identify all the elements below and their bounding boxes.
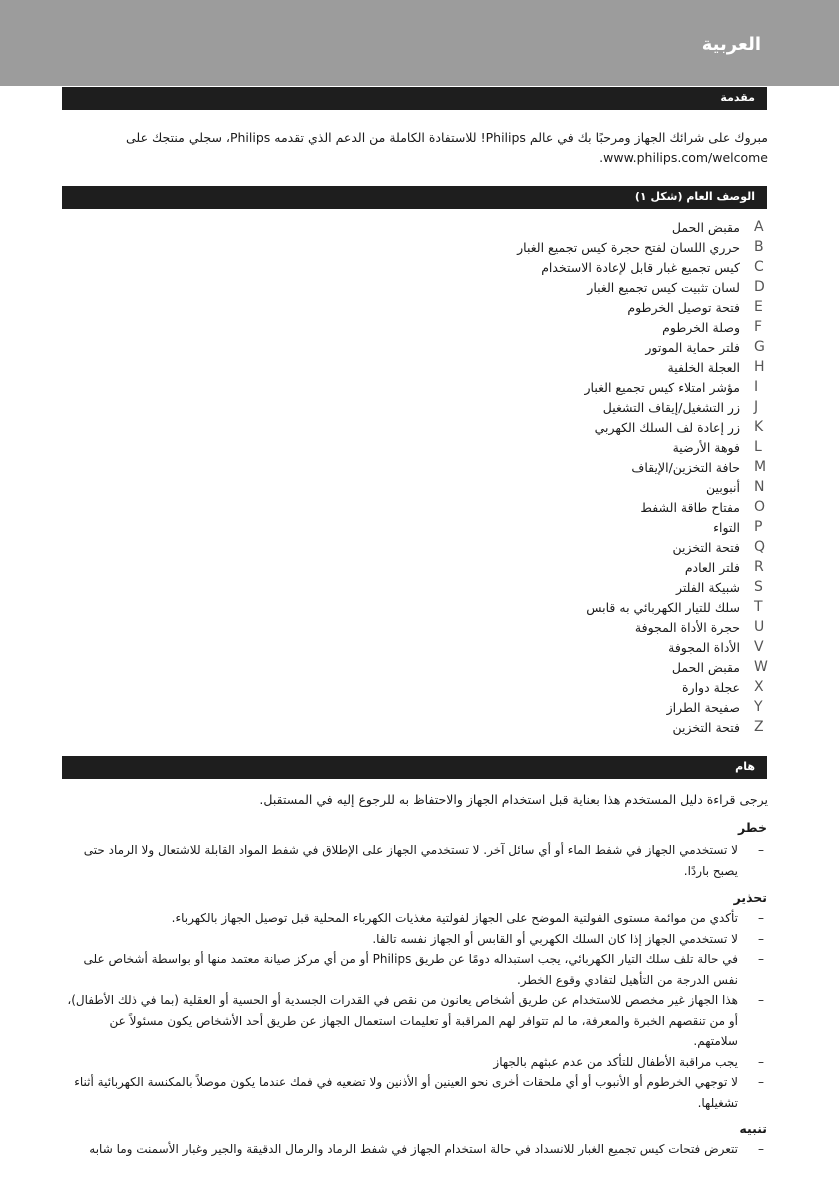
part-letter: T [754,599,763,615]
part-letter: Y [754,699,763,715]
bullet-dash: – [758,911,764,925]
part-letter: K [754,419,764,435]
bullet-dash: – [758,952,764,966]
intro-paragraph [62,128,768,168]
part-letter: X [754,679,764,695]
part-letter: N [754,479,765,495]
part-description: كيس تجميع غبار قابل لإعادة الاستخدام [541,260,740,275]
part-item [400,498,770,518]
section-title: هام [735,760,755,773]
part-item [400,578,770,598]
part-item [400,358,770,378]
warning-item-text: لا توجهي الخرطوم أو الأنبوب أو أي ملحقات أخرى نحو العينين أو الأذنين ولا تضعيه في فمك عندما يكون موصلاً بالمكنسة الكهربائية أثناء تشغيلها. [74,1075,738,1110]
bullet-dash: – [758,993,764,1007]
section-title: مقدمة [720,91,755,104]
part-letter: G [754,339,765,355]
part-description: العجلة الخلفية [667,360,740,375]
part-item [400,378,770,398]
part-letter: P [754,519,763,535]
section-header-intro [62,87,767,110]
part-item [400,538,770,558]
part-item [400,638,770,658]
part-item [400,698,770,718]
bullet-dash: – [758,1142,764,1156]
section-header-overview [62,186,767,209]
part-description: زر إعادة لف السلك الكهربي [594,420,740,435]
caution-list [62,1139,768,1160]
part-description: حافة التخزين/الإيقاف [631,460,740,475]
part-letter: U [754,619,765,635]
danger-list [62,840,768,881]
part-description: فتحة التخزين [672,720,740,735]
warning-item-text: يجب مراقبة الأطفال للتأكد من عدم عبثهم بالجهاز [493,1054,738,1069]
warning-item [62,949,768,990]
part-description: مفتاح طاقة الشفط [640,500,740,515]
bullet-dash: – [758,1054,764,1069]
section-title: الوصف العام (شكل ١) [634,190,755,203]
part-letter: R [754,559,764,575]
part-letter: A [754,219,764,235]
warning-heading: تحذير [733,890,767,905]
part-item [400,478,770,498]
part-item [400,338,770,358]
language-title: العربية [701,34,761,55]
part-description: مؤشر امتلاء كيس تجميع الغبار [584,380,740,395]
part-item [400,618,770,638]
part-item [400,218,770,238]
part-letter: M [754,459,767,475]
part-item [400,438,770,458]
part-letter: O [754,499,766,515]
part-letter: Z [754,719,764,735]
part-item [400,238,770,258]
danger-item [62,840,768,881]
part-letter: H [754,359,765,375]
language-banner [0,0,839,86]
part-item [400,278,770,298]
part-letter: D [754,279,765,295]
part-item [400,518,770,538]
important-paragraph: يرجى قراءة دليل المستخدم هذا بعناية قبل استخدام الجهاز والاحتفاظ به للرجوع إليه في المستقبل. [259,792,768,807]
part-letter: I [754,379,759,395]
part-letter: V [754,639,764,655]
intro-line-2: www.philips.com/welcome. [599,150,768,165]
part-description: مقبض الحمل [671,660,740,675]
part-letter: F [754,319,763,335]
part-description: حرري اللسان لفتح حجرة كيس تجميع الغبار [517,240,740,255]
section-header-important [62,756,767,779]
part-item [400,598,770,618]
bullet-dash: – [758,931,764,946]
part-description: لسان تثبيت كيس تجميع الغبار [587,280,740,295]
warning-item-text: لا تستخدمي الجهاز إذا كان السلك الكهربي أو القابس أو الجهاز نفسه تالفا. [372,931,738,946]
part-description: شبيكة الفلتر [675,580,740,595]
part-item [400,298,770,318]
part-description: فلتر العادم [684,560,740,575]
warning-item [62,1072,768,1113]
part-letter: C [754,259,764,275]
warning-item-text: في حالة تلف سلك التيار الكهربائي، يجب استبداله دومًا عن طريق Philips أو من أي مركز صيانة معتمد منها أو بواسطة أشخاص على نفس الدرجة من التأهيل لتفادي وقوع الخطر. [83,952,738,987]
part-description: حجرة الأداة المجوفة [634,620,740,635]
part-description: سلك للتيار الكهربائي به قابس [586,600,740,615]
warning-list [62,908,768,1113]
part-letter: L [754,439,762,455]
warning-item [62,990,768,1052]
warning-item [62,929,768,950]
warning-item-text: هذا الجهاز غير مخصص للاستخدام عن طريق أشخاص يعانون من نقص في القدرات الجسدية أو الحسية أو العقلية (بما في ذلك الأطفال)، أو من تنقصهم الخبرة والمعرفة، ما لم تتوافر لهم المراقبة أو تعليمات استعمال الجهاز عن طريق أحد الأشخاص يكون مسئولاً عن سلامتهم. [67,993,738,1048]
part-item [400,258,770,278]
part-description: أنبوبين [706,480,740,495]
intro-line-1: مبروك على شرائك الجهاز ومرحبًا بك في عالم Philips! للاستفادة الكاملة من الدعم الذي تقدمه Philips، سجلي منتجك على [126,130,768,145]
part-item [400,398,770,418]
part-item [400,458,770,478]
caution-item [62,1139,768,1160]
part-item [400,658,770,678]
part-description: التواء [713,520,740,535]
part-description: الأداة المجوفة [668,640,740,655]
part-description: فوهة الأرضية [672,440,740,455]
part-description: مقبض الحمل [671,220,740,235]
part-description: فتحة التخزين [672,540,740,555]
caution-heading: تنبيه [739,1121,767,1136]
part-letter: B [754,239,764,255]
part-item [400,558,770,578]
danger-item-text: لا تستخدمي الجهاز في شفط الماء أو أي سائل آخر. لا تستخدمي الجهاز على الإطلاق في شفط المواد القابلة للاشتعال ولا الرماد حتى يصبح باردًا. [83,843,738,878]
bullet-dash: – [758,1075,764,1089]
part-description: فلتر حماية الموتور [645,340,740,355]
part-letter: Q [754,539,766,555]
part-item [400,718,770,738]
part-letter: S [754,579,763,595]
part-item [400,318,770,338]
part-description: زر التشغيل/إيقاف التشغيل [602,400,740,415]
part-letter: W [754,659,768,675]
danger-heading: خطر [738,820,767,835]
warning-item [62,908,768,929]
part-letter: J [754,399,759,415]
bullet-dash: – [758,843,764,857]
warning-item [62,1052,768,1073]
part-item [400,678,770,698]
parts-list [400,218,770,738]
part-description: صفيحة الطراز [666,700,740,715]
part-description: فتحة توصيل الخرطوم [627,300,740,315]
caution-item-text: تتعرض فتحات كيس تجميع الغبار للانسداد في حالة استخدام الجهاز في شفط الرماد والرمال الدقيقة والجير وغبار الأسمنت وما شابه [89,1142,738,1156]
part-letter: E [754,299,763,315]
part-description: وصلة الخرطوم [662,320,740,335]
warning-item-text: تأكدي من موائمة مستوى الفولتية الموضح على الجهاز لفولتية مغذيات الكهرباء المحلية قبل توصيل الجهاز بالكهرباء. [171,911,738,925]
part-description: عجلة دوارة [681,680,740,695]
part-item [400,418,770,438]
